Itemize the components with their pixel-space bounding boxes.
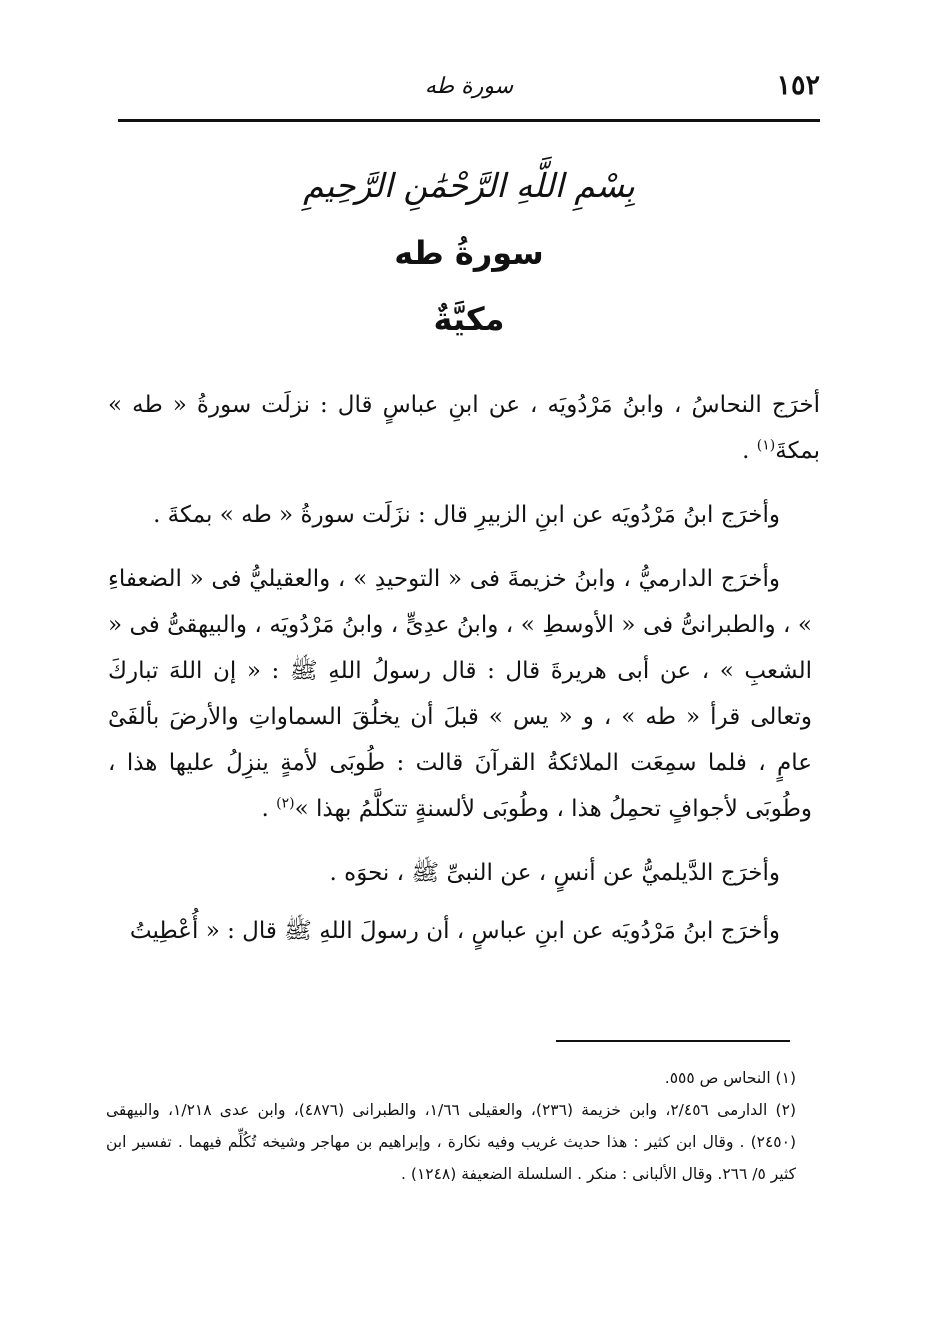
footnote-rule: [556, 1040, 790, 1042]
paragraph-text: وأخرَج ابنُ مَرْدُويَه عن ابنِ عباسٍ ، أن رسولَ اللهِ ﷺ قال : « أُعْطِيتُ: [129, 918, 780, 944]
body-text: [108, 382, 820, 972]
page-number: ١٥٢: [776, 70, 820, 101]
paragraph-text: وأخرَج الدَّيلميُّ عن أنسٍ ، عن النبىِّ ﷺ ، نحوَه .: [329, 860, 780, 886]
paragraph-4: [108, 850, 812, 896]
paragraph-text: وأخرَج ابنُ مَرْدُويَه عن ابنِ الزبيرِ قال : نزَلَت سورةُ « طه » بمكةَ .: [153, 502, 780, 528]
footnote-1: (١) النحاس ص ٥٥٥.: [664, 1069, 796, 1087]
paragraph-2: [108, 492, 812, 538]
paragraph-tail: .: [261, 796, 277, 822]
footnote-ref-2[interactable]: (٢): [276, 795, 295, 812]
footnote-2: (٢) الدارمى ٢/٤٥٦، وابن خزيمة (٢٣٦)، والعقيلى ١/٦٦، والطبرانى (٤٨٧٦)، وابن عدى ١/٢١٨، والبيهقى (٢٤٥٠) . وقال ابن كثير : هذا حديث غريب وفيه نكارة ، وإبراهيم بن مهاجر وشيخه تُكُلِّم فيهما . تفسير ابن كثير ٥/ ٢٦٦. وقال الألبانى : منكر . السلسلة الضعيفة (١٢٤٨) .: [106, 1101, 796, 1183]
paragraph-5: [108, 908, 812, 954]
surah-type: مكيَّةٌ: [433, 300, 505, 338]
paragraph-3: [108, 556, 812, 832]
header-rule: [118, 119, 820, 122]
paragraph-text: أخرَج النحاسُ ، وابنُ مَرْدُويَه ، عن ابنِ عباسٍ قال : نزلَت سورةُ « طه » بمكةَ: [108, 392, 820, 464]
footnotes: [106, 1062, 796, 1190]
running-header: [118, 66, 820, 112]
running-title: سورة طه: [424, 74, 514, 99]
surah-name: سورةُ طه: [394, 234, 544, 272]
footnote-ref-1[interactable]: (١): [756, 437, 776, 454]
basmala: بِسْمِ اللَّهِ الرَّحْمَٰنِ الرَّحِيمِ: [303, 166, 635, 205]
paragraph-1: [108, 382, 820, 474]
paragraph-tail: .: [742, 438, 757, 464]
paragraph-text: وأخرَج الدارميُّ ، وابنُ خزيمةَ فى « التوحيدِ » ، والعقيليُّ فى « الضعفاءِ » ، والطبرانىُّ فى « الأوسطِ » ، وابنُ عدِىٍّ ، وابنُ مَرْدُويَه ، والبيهقىُّ فى « الشعبِ » ، عن أبى هريرةَ قال : قال رسولُ اللهِ ﷺ : « إن اللهَ تباركَ وتعالى قرأ « طه » ، و « يس » قبلَ أن يخلُقَ السماواتِ والأرضَ بألفَىْ عامٍ ، فلما سمِعَت الملائكةُ القرآنَ قالت : طُوبَى لأمةٍ ينزِلُ عليها هذا ، وطُوبَى لأجوافٍ تحمِلُ هذا ، وطُوبَى لألسنةٍ تتكلَّمُ بهذا »: [108, 566, 812, 822]
